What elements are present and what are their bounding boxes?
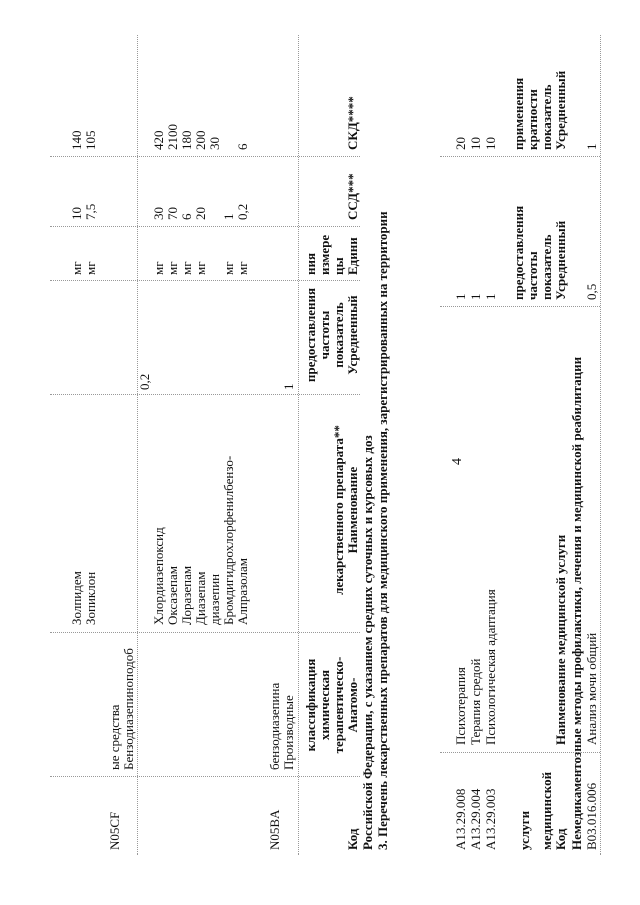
s1-code: B03.016.006 [584, 782, 599, 850]
s3-g1-d1-unit: мг [235, 261, 250, 275]
s3-g1-d6-ssd: 30 [151, 207, 166, 220]
s2-h-name: Наименование медицинской услуги [553, 534, 568, 745]
s3-title-2: Российской Федерации, с указанием средних суточных и курсовых доз [360, 435, 375, 850]
s2-col-rule-2 [440, 306, 600, 307]
s1-mult: 1 [584, 143, 599, 150]
s3-h-skd: СКД**** [345, 96, 360, 150]
s3-h-atc-4: классификация [303, 658, 318, 752]
s3-g1-d2-ssd: 1 [221, 213, 236, 220]
s3-group-rule [137, 35, 138, 855]
s3-h-freq-2: показатель [331, 302, 346, 368]
s3-h-unit-1: Едини [345, 237, 360, 275]
s3-g1-d5-name: Оксазепам [165, 566, 180, 625]
s3-h-unit-3: измере [317, 234, 332, 275]
s3-h-unit-2: цы [331, 257, 346, 275]
s2-h-mult-2: показатель [539, 84, 554, 150]
s3-h-freq-1: Усредненный [345, 295, 360, 375]
s3-h-freq-4: предоставления [303, 287, 318, 383]
s3-g2-d1-skd: 105 [83, 130, 98, 150]
s3-col-rule-6 [50, 156, 360, 157]
s3-g1-d4-skd: 180 [179, 130, 194, 150]
s3-g2-freq: 0,2 [137, 373, 152, 390]
s3-g1-d2-unit: мг [221, 261, 236, 275]
s3-col-rule-4 [50, 280, 360, 281]
s1-top-rule [600, 35, 601, 855]
s3-col-rule-5 [50, 226, 360, 227]
s3-h-ssd: ССД*** [345, 173, 360, 220]
s2-h-mult-4: применения [511, 77, 526, 150]
s2-title: Немедикаментозные методы профилактики, лечения и медицинской реабилитации [569, 356, 584, 850]
s2-col-rule-1 [440, 752, 600, 753]
s3-g2-d2-unit: мг [69, 261, 84, 275]
s3-g1-d2-name-2: диазепин [207, 573, 222, 625]
page-number: 4 [450, 458, 465, 465]
s3-g1-d2-skd: 30 [207, 137, 222, 150]
s2-row1-mult: 10 [483, 137, 498, 150]
s1-name: Анализ мочи общий [584, 632, 599, 745]
s3-title-1: 3. Перечень лекарственных препаратов для медицинского применения, зарегистрированных на территории [375, 211, 390, 850]
s3-g1-d3-unit: мг [193, 261, 208, 275]
s3-g1-d6-name: Хлордиазепоксид [151, 527, 166, 625]
s2-h-freq-3: частоты [525, 251, 540, 300]
s2-row3-mult: 20 [453, 137, 468, 150]
s3-h-code: Код [345, 828, 360, 850]
s3-g1-d4-unit: мг [179, 261, 194, 275]
s3-g1-d4-name: Лоразепам [179, 565, 194, 625]
s2-row1-code: A13.29.003 [483, 788, 498, 850]
s2-row3-name: Психотерапия [453, 667, 468, 745]
s3-g1-d1-skd: 6 [235, 143, 250, 150]
s3-g1-atc-2: бензодиазепина [267, 682, 282, 770]
s3-g1-freq: 1 [281, 383, 296, 390]
s3-g2-atc-2: ые средства [107, 704, 122, 770]
s2-row3-code: A13.29.008 [453, 788, 468, 850]
s3-g1-d3-name: Диазепам [193, 571, 208, 625]
s3-h-freq-3: частоты [317, 310, 332, 360]
s3-g2-d2-ssd: 10 [69, 207, 84, 220]
s3-h-atc-1: Анатомо- [345, 677, 360, 733]
s2-row2-mult: 10 [468, 137, 483, 150]
s3-h-drug-2: лекарственного препарата** [331, 425, 346, 595]
s2-row1-freq: 1 [483, 293, 498, 300]
s3-g2-d1-name: Зопиклон [83, 571, 98, 625]
s3-g1-d2-name-1: Бромдигидрохлорфенилбензо- [221, 455, 236, 625]
s3-g1-d6-skd: 420 [151, 130, 166, 150]
s3-g1-atc-1: Производные [281, 695, 296, 770]
s3-g1-d5-skd: 2100 [165, 124, 180, 150]
s2-h-freq-1: Усредненный [553, 220, 568, 300]
s3-g1-d5-unit: мг [165, 261, 180, 275]
s3-col-rule-2 [50, 632, 360, 633]
s2-h-freq-4: предоставления [511, 205, 526, 300]
s3-g2-code: N05CF [107, 811, 122, 850]
s3-g2-d2-name: Золпидем [69, 571, 84, 625]
s2-row2-name: Терапия средой [468, 658, 483, 745]
s3-g1-d6-unit: мг [151, 261, 166, 275]
s3-g2-d1-unit: мг [83, 261, 98, 275]
s3-h-atc-2: терапевтическо- [331, 656, 346, 754]
s2-h-mult-3: кратности [525, 89, 540, 150]
s3-h-unit-4: ния [303, 252, 318, 275]
s3-h-drug-1: Наименование [345, 466, 360, 554]
s3-g1-d5-ssd: 70 [165, 207, 180, 220]
s3-g1-d3-ssd: 20 [193, 207, 208, 220]
s2-row1-name: Психологическая адаптация [483, 589, 498, 745]
s3-g1-d4-ssd: 6 [179, 213, 194, 220]
s3-g1-code: N05BA [267, 809, 282, 850]
s3-g2-d1-ssd: 7,5 [83, 203, 98, 220]
s2-h-mult-1: Усредненный [553, 70, 568, 150]
s3-g1-d1-name: Алпразолам [235, 558, 250, 625]
s3-g1-d3-skd: 200 [193, 130, 208, 150]
s2-row2-code: A13.29.004 [468, 788, 483, 850]
s3-g2-d2-skd: 140 [69, 130, 84, 150]
s3-header-rule [298, 35, 299, 855]
s3-g2-atc-1: Бензодиазепиноподоб [121, 648, 136, 770]
s2-col-rule-3 [440, 156, 600, 157]
s3-col-rule-3 [50, 394, 360, 395]
s2-row2-freq: 1 [468, 293, 483, 300]
s1-freq: 0,5 [584, 283, 599, 300]
s3-col-rule-1 [50, 776, 360, 777]
s3-h-atc-3: химическая [317, 669, 332, 741]
s2-row3-freq: 1 [453, 293, 468, 300]
s3-g1-d1-ssd: 0,2 [235, 203, 250, 220]
s2-h-freq-2: показатель [539, 234, 554, 300]
s2-h-code-1: Код [553, 828, 568, 850]
s2-h-code-3: услуги [517, 810, 532, 850]
s2-h-code-2: медицинской [539, 771, 554, 850]
